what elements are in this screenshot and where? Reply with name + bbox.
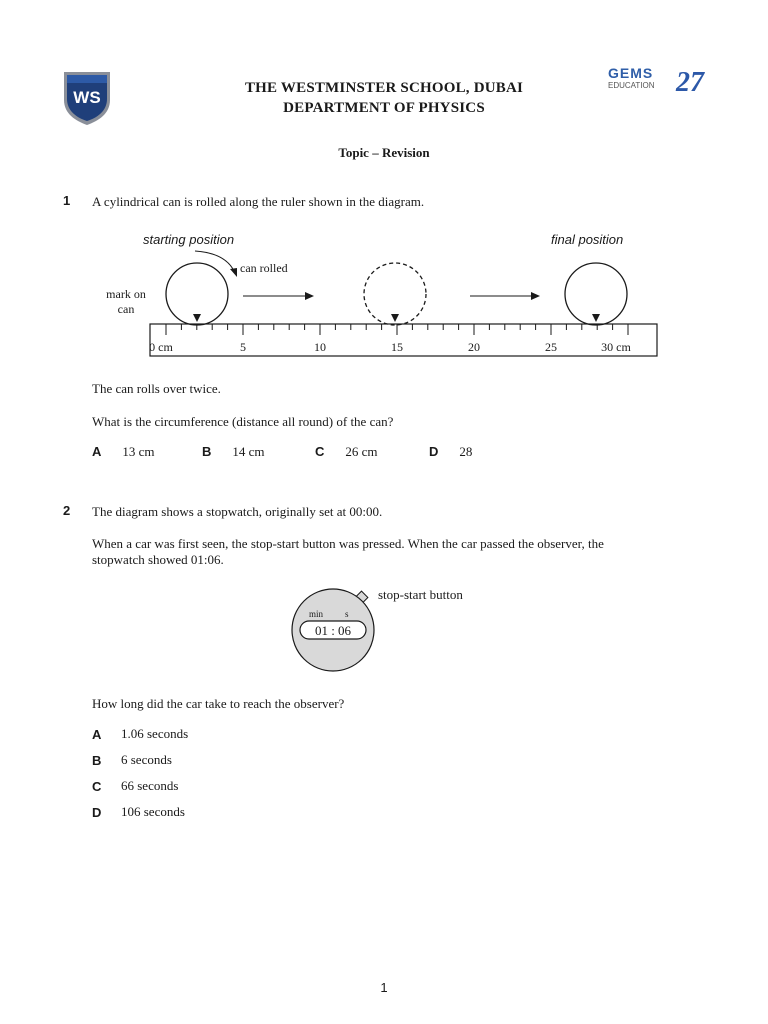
option-letter: C (315, 444, 325, 459)
ruler-label: 25 (545, 340, 557, 354)
option-text: 14 cm (232, 444, 265, 459)
answer-option-b[interactable] (92, 752, 172, 770)
ruler-label: 10 (314, 340, 326, 354)
final-position-label: final position (551, 232, 624, 247)
answer-option-b[interactable] (202, 443, 265, 461)
answer-option-d[interactable] (92, 804, 185, 822)
arrow-1-head (305, 292, 314, 300)
school-logo-text: WS (73, 88, 101, 107)
option-letter: D (92, 805, 102, 820)
anniversary-logo (676, 66, 722, 100)
ruler-label: 15 (391, 340, 403, 354)
topic-title: Topic – Revision (338, 145, 430, 160)
question-text: A cylindrical can is rolled along the ruler shown in the diagram. (92, 194, 425, 209)
can-mark-middle (391, 314, 399, 322)
ruler (150, 324, 657, 356)
mark-can-label: can (117, 302, 135, 316)
answer-option-d[interactable] (429, 443, 472, 461)
option-letter: B (202, 444, 212, 459)
ruler-label: 30 cm (601, 340, 631, 354)
mark-on-label: mark on (106, 287, 146, 301)
question-paragraph-line1: When a car was first seen, the stop-start button was pressed. When the car passed the observer, the (92, 536, 604, 551)
question-paragraph-line2: stopwatch showed 01:06. (92, 552, 224, 567)
option-text: 1.06 seconds (121, 726, 189, 741)
option-text: 28 (459, 444, 473, 459)
curved-arrow-head (230, 268, 237, 277)
gems-logo (608, 66, 666, 96)
min-label: min (309, 609, 324, 619)
answer-option-a[interactable] (92, 726, 189, 744)
option-text: 106 seconds (121, 804, 185, 819)
question-prompt: What is the circumference (distance all round) of the can? (92, 414, 394, 429)
question-text: The diagram shows a stopwatch, originally set at 00:00. (92, 504, 383, 519)
seconds-label: s (345, 609, 349, 619)
question-statement: The can rolls over twice. (92, 381, 221, 396)
can-mark-final (592, 314, 600, 322)
option-text: 6 seconds (121, 752, 172, 767)
can-rolled-label: can rolled (240, 261, 288, 275)
school-name: THE WESTMINSTER SCHOOL, DUBAI (244, 80, 524, 96)
display-reading: 01 : 06 (314, 623, 352, 638)
stopwatch-diagram (285, 583, 485, 673)
answer-option-c[interactable] (92, 778, 179, 796)
option-text: 26 cm (345, 444, 378, 459)
option-letter: C (92, 779, 102, 794)
answer-option-c[interactable] (315, 443, 378, 461)
ruler-label: 20 (468, 340, 480, 354)
can-mark-start (193, 314, 201, 322)
page-number: 1 (380, 980, 388, 995)
ruler-label: 5 (240, 340, 246, 354)
gems-logo-subtext: EDUCATION (608, 81, 655, 90)
question-number: 1 (63, 193, 71, 208)
option-text: 13 cm (122, 444, 155, 459)
anniversary-number: 27 (676, 67, 704, 98)
ruler-ticks (166, 324, 628, 335)
option-letter: D (429, 444, 439, 459)
answer-option-a[interactable] (92, 443, 155, 461)
ruler-diagram (90, 225, 680, 365)
department-name: DEPARTMENT OF PHYSICS (283, 100, 485, 116)
starting-position-label: starting position (143, 232, 235, 247)
ruler-label: 0 cm (149, 340, 173, 354)
question-prompt: How long did the car take to reach the observer? (92, 696, 345, 711)
option-letter: A (92, 727, 102, 742)
button-label: stop-start button (378, 587, 463, 602)
option-letter: A (92, 444, 102, 459)
question-number: 2 (63, 503, 71, 518)
arrow-2-head (531, 292, 540, 300)
gems-logo-text: GEMS (608, 65, 654, 81)
ruler-labels (149, 340, 631, 354)
option-text: 66 seconds (121, 778, 179, 793)
option-letter: B (92, 753, 102, 768)
